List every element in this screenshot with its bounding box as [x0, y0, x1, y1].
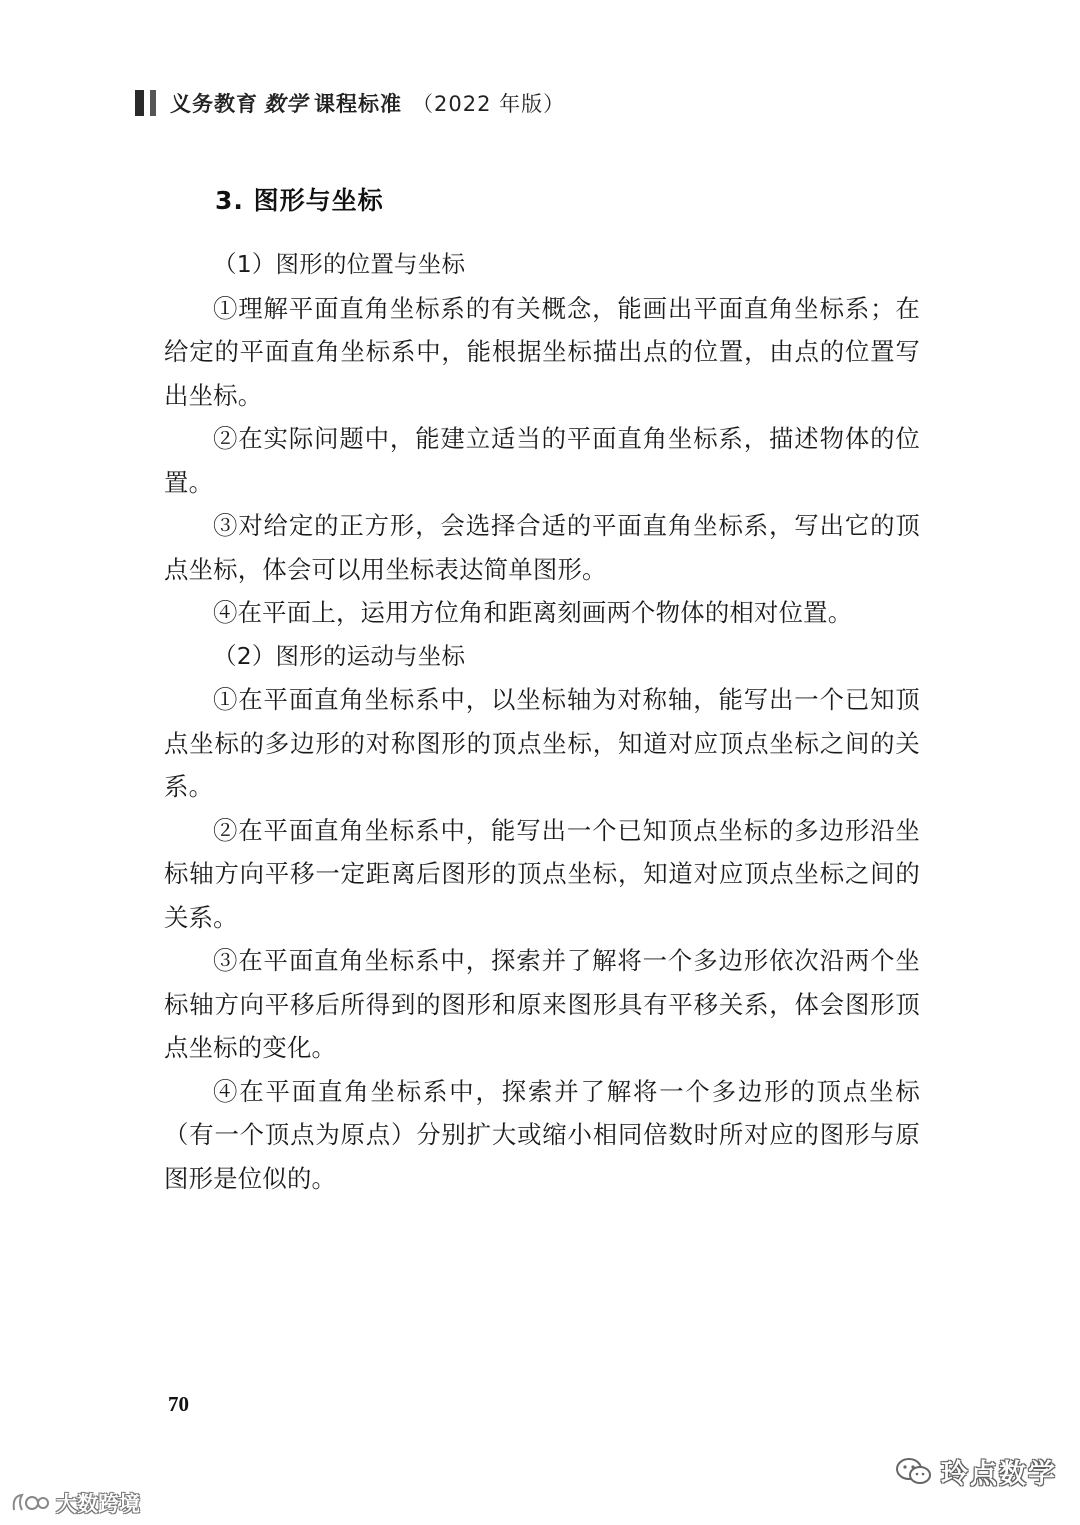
- watermark-left-text: 大数跨境: [56, 1492, 140, 1516]
- header-title-main: 义务教育: [170, 92, 258, 116]
- paragraph: ②在平面直角坐标系中，能写出一个已知顶点坐标的多边形沿坐标轴方向平移一定距离后图形的顶点坐标，知道对应顶点坐标之间的关系。: [164, 815, 920, 932]
- watermark-left: [10, 1488, 140, 1518]
- paragraph: ③对给定的正方形，会选择合适的平面直角坐标系，写出它的顶点坐标，体会可以用坐标表达简单图形。: [164, 511, 920, 584]
- paragraph: ④在平面上，运用方位角和距离刻画两个物体的相对位置。: [213, 598, 853, 627]
- body-text: [164, 243, 920, 1200]
- paragraph: ④在平面直角坐标系中，探索并了解将一个多边形的顶点坐标（有一个顶点为原点）分别扩大或缩小相同倍数时所对应的图形与原图形是位似的。: [164, 1076, 920, 1193]
- header-bars-decoration: [135, 90, 156, 116]
- running-header: [135, 88, 565, 118]
- subsection-heading: （1）图形的位置与坐标: [213, 250, 466, 278]
- paragraph: ①理解平面直角坐标系的有关概念，能画出平面直角坐标系；在给定的平面直角坐标系中，能根据坐标描出点的位置，由点的位置写出坐标。: [164, 293, 920, 410]
- header-bar: [135, 90, 144, 116]
- wechat-icon: [895, 1457, 933, 1487]
- header-bar: [150, 90, 156, 116]
- header-title-standard: 课程标准: [314, 92, 402, 116]
- subsection-heading: （2）图形的运动与坐标: [213, 641, 466, 670]
- paragraph: ②在实际问题中，能建立适当的平面直角坐标系，描述物体的位置。: [164, 424, 920, 497]
- header-title-subject: 数学: [264, 92, 308, 116]
- header-edition: （2022 年版）: [412, 92, 566, 116]
- paragraph: ③在平面直角坐标系中，探索并了解将一个多边形依次沿两个坐标轴方向平移后所得到的图形和原来图形具有平移关系，体会图形顶点坐标的变化。: [164, 946, 920, 1062]
- page-number: 70: [168, 1392, 189, 1416]
- paragraph: ①在平面直角坐标系中，以坐标轴为对称轴，能写出一个已知顶点坐标的多边形的对称图形的顶点坐标，知道对应顶点坐标之间的关系。: [164, 685, 920, 801]
- watermark-right-text: 玲点数学: [941, 1459, 1057, 1490]
- section-title: 3. 图形与坐标: [215, 186, 384, 215]
- brand-logo-icon: [10, 1490, 50, 1516]
- watermark-right: [895, 1452, 1057, 1491]
- header-title: [170, 88, 565, 118]
